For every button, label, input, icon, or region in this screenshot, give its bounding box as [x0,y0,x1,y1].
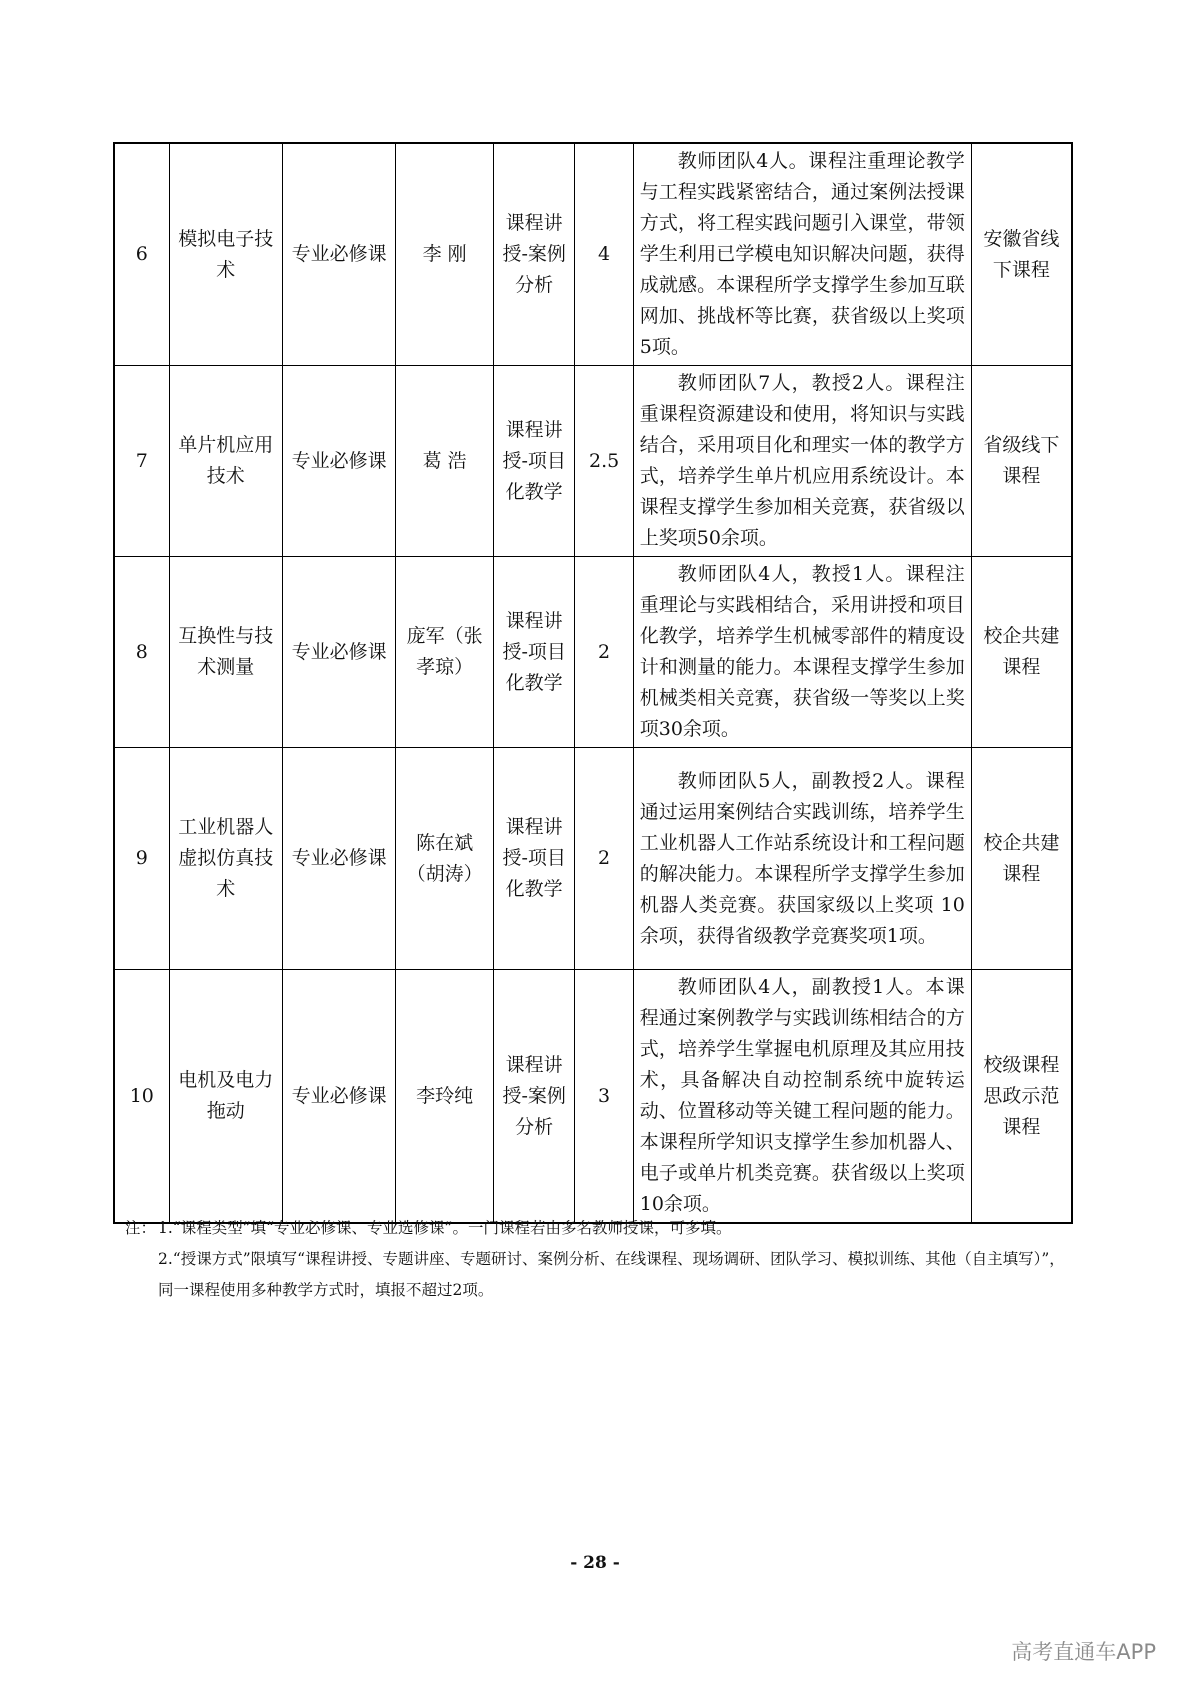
table-row [114,557,1072,748]
credit: 2 [575,557,633,748]
notes-label: 注： [125,1219,157,1237]
row-number: 9 [114,748,169,970]
note-2-text: 2.“授课方式”限填写“课程讲授、专题讲座、专题研讨、案例分析、在线课程、现场调研、团队学习、模拟训练、其他（自主填写）”，同一课程使用多种教学方式时，填报不超过2项。 [158,1250,1065,1299]
row-number: 8 [114,557,169,748]
teaching-method: 课程讲授-项目化教学 [493,748,575,970]
teaching-method: 课程讲授-案例分析 [493,970,575,1224]
course-type: 专业必修课 [282,557,395,748]
course-name: 工业机器人虚拟仿真技术 [169,748,282,970]
credit: 2.5 [575,366,633,557]
course-name: 模拟电子技术 [169,143,282,366]
credit: 2 [575,748,633,970]
course-table [113,142,1073,1224]
course-level: 省级线下课程 [971,366,1072,557]
course-description: 教师团队5人，副教授2人。课程通过运用案例结合实践训练，培养学生工业机器人工作站系统设计和工程问题的解决能力。本课程所学支撑学生参加机器人类竞赛。获国家级以上奖项 10 余项，获得省级教学竞赛奖项1项。 [639,769,965,947]
course-level: 校企共建课程 [971,557,1072,748]
teaching-method: 课程讲授-案例分析 [493,143,575,366]
course-type: 专业必修课 [282,366,395,557]
course-description: 教师团队4人，教授1人。课程注重理论与实践相结合，采用讲授和项目化教学，培养学生机械零部件的精度设计和测量的能力。本课程支撑学生参加机械类相关竞赛，获省级一等奖以上奖项30余项。 [639,563,965,740]
teacher: 陈在斌（胡涛） [396,748,493,970]
course-description: 教师团队4人，副教授1人。本课程通过案例教学与实践训练相结合的方式，培养学生掌握电机原理及其应用技术，具备解决自动控制系统中旋转运动、位置移动等关键工程问题的能力。本课程所学知识支撑学生参加机器人、电子或单片机类竞赛。获省级以上奖项10余项。 [639,976,965,1215]
course-name: 电机及电力拖动 [169,970,282,1224]
table-row [114,970,1072,1224]
note-1-text: 1.“课程类型”填“专业必修课、专业选修课”。一门课程若由多名教师授课，可多填。 [158,1219,732,1237]
course-name: 单片机应用技术 [169,366,282,557]
page-number: - 28 - [570,1553,620,1573]
course-type: 专业必修课 [282,748,395,970]
course-name: 互换性与技术测量 [169,557,282,748]
teacher: 庞军（张孝琼） [396,557,493,748]
teacher: 李 刚 [396,143,493,366]
row-number: 10 [114,970,169,1224]
course-type: 专业必修课 [282,970,395,1224]
row-number: 6 [114,143,169,366]
teaching-method: 课程讲授-项目化教学 [493,557,575,748]
course-description: 教师团队7人，教授2人。课程注重课程资源建设和使用，将知识与实践结合，采用项目化和理实一体的教学方式，培养学生单片机应用系统设计。本课程支撑学生参加相关竞赛，获省级以上奖项50余项。 [639,372,965,549]
teaching-method: 课程讲授-项目化教学 [493,366,575,557]
teacher: 李玲纯 [396,970,493,1224]
credit: 4 [575,143,633,366]
row-number: 7 [114,366,169,557]
table-notes [125,1213,1075,1306]
table-row [114,748,1072,970]
course-level: 安徽省线下课程 [971,143,1072,366]
table-row [114,366,1072,557]
course-level: 校级课程思政示范课程 [971,970,1072,1224]
watermark: 高考直通车APP [1011,1640,1156,1664]
note-2 [125,1244,1075,1306]
teacher: 葛 浩 [396,366,493,557]
course-type: 专业必修课 [282,143,395,366]
credit: 3 [575,970,633,1224]
course-description: 教师团队4人。课程注重理论教学与工程实践紧密结合，通过案例法授课方式，将工程实践问题引入课堂，带领学生利用已学模电知识解决问题，获得成就感。本课程所学支撑学生参加互联网加、挑战杯等比赛，获省级以上奖项5项。 [639,150,965,358]
note-1 [125,1213,1075,1244]
table-row [114,143,1072,366]
course-level: 校企共建课程 [971,748,1072,970]
